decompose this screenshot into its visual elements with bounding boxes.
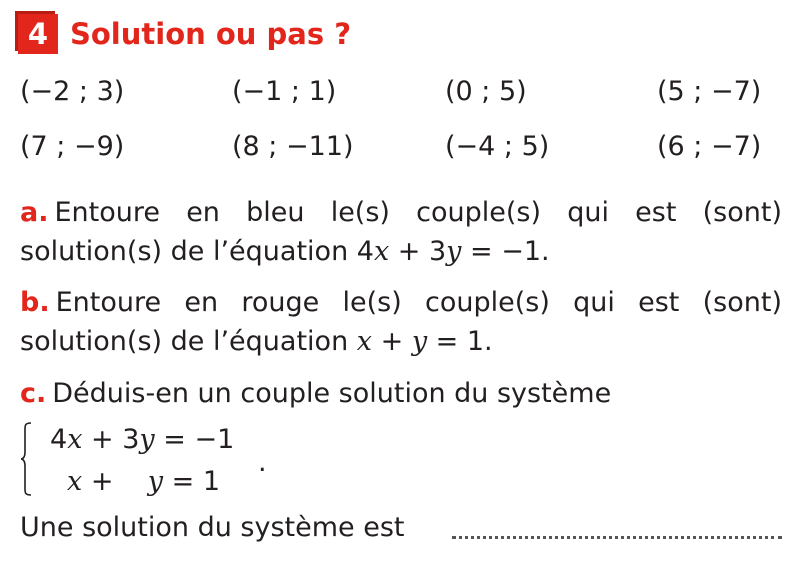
question-a [20, 193, 782, 271]
question-a-label: a. [20, 197, 49, 228]
answer-prompt: Une solution du système est [20, 512, 405, 543]
answer-line [20, 508, 404, 547]
pair-item[interactable]: (8 ; −11) [232, 131, 354, 162]
eq-variable: y [139, 424, 155, 455]
pair-item[interactable]: (−1 ; 1) [232, 76, 337, 107]
eq-term: + 3 [389, 236, 447, 267]
eq-variable: y [411, 326, 428, 357]
eq-variable: x [67, 466, 83, 497]
eq-term: + [82, 466, 148, 497]
eq-term: + [372, 326, 412, 357]
pairs-row-1 [20, 72, 780, 127]
question-b-label: b. [20, 287, 50, 318]
system-period: . [258, 447, 267, 478]
question-b [20, 283, 782, 361]
eq-variable: x [67, 424, 83, 455]
pair-item[interactable]: (0 ; 5) [445, 76, 527, 107]
eq-term: = 1. [427, 326, 493, 357]
answer-blank[interactable] [452, 536, 782, 539]
eq-variable: y [446, 236, 462, 267]
exercise-title: Solution ou pas ? [70, 17, 352, 51]
pairs-row-2 [20, 127, 780, 182]
question-a-equation [357, 236, 550, 267]
pairs-grid [20, 72, 780, 182]
system-equation-2 [50, 464, 220, 500]
pair-item[interactable]: (5 ; −7) [657, 76, 762, 107]
eq-term: = −1 [154, 424, 235, 455]
pair-item[interactable]: (7 ; −9) [20, 131, 125, 162]
system-equation-1 [50, 422, 234, 458]
eq-term: = −1. [461, 236, 550, 267]
question-c-label: c. [20, 378, 47, 409]
pair-item[interactable]: (6 ; −7) [657, 131, 762, 162]
equation-system [20, 420, 267, 500]
pair-item[interactable]: (−4 ; 5) [445, 131, 550, 162]
pair-item[interactable]: (−2 ; 3) [20, 76, 125, 107]
eq-variable: y [147, 466, 164, 497]
question-b-text: Entoure en rouge le(s) couple(s) qui est (sont) solution(s) de l’équation [20, 287, 782, 357]
eq-term: 4 [356, 236, 374, 267]
question-c-text: Déduis-en un couple solution du système [52, 378, 612, 409]
question-a-text: Entoure en bleu le(s) couple(s) qui est (sont) solution(s) de l’équation [20, 197, 782, 267]
eq-term: + 3 [82, 424, 140, 455]
question-b-equation [357, 326, 493, 357]
eq-term: = 1 [163, 466, 221, 497]
eq-term: 4 [50, 424, 68, 455]
exercise-number-badge: 4 [18, 14, 58, 54]
eq-variable: x [373, 236, 390, 267]
eq-variable: x [356, 326, 373, 357]
question-c [20, 374, 611, 413]
system-brace [20, 422, 32, 496]
